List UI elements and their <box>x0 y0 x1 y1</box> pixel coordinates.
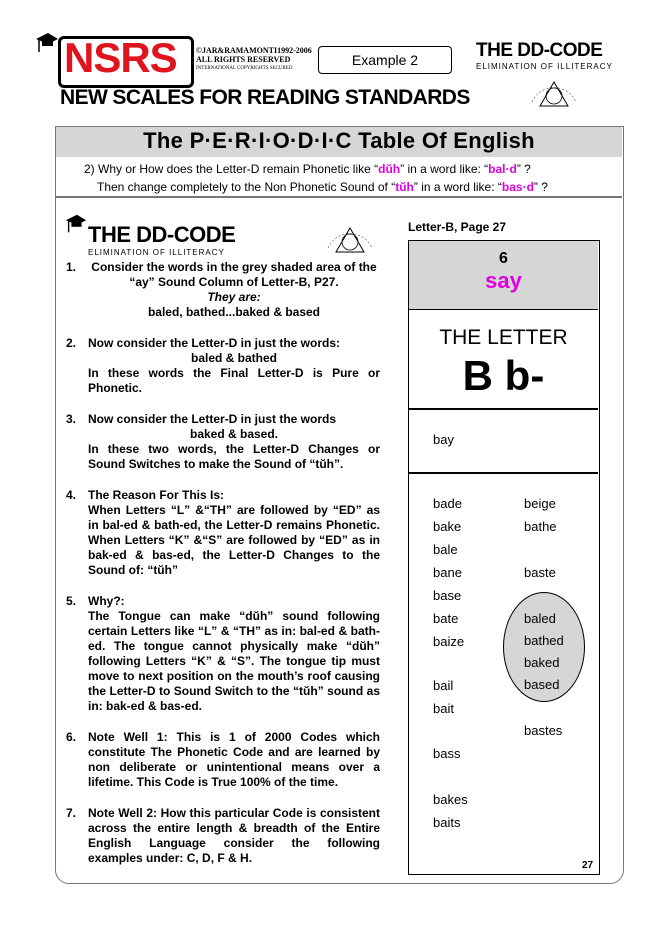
word-bait: bait <box>433 701 454 716</box>
word-bane: bane <box>433 565 462 580</box>
word-bathed: bathed <box>524 633 564 648</box>
item-number: 1. <box>66 260 77 274</box>
list-item <box>66 806 380 866</box>
item-text: The Tongue can make “dŭh” sound following certain Letters like “L” & “TH” as in: bal-ed & bath-ed. The tongue cannot physically make “dŭh” following Letters “K” & “S”. The tongue tip must move to next position on the mouth’s roof causing the Letter-D to Sound Switch to the “tŭh” sound as in: bak-ed & bas-ed. <box>88 609 380 713</box>
item-number: 4. <box>66 488 77 502</box>
list-item <box>66 336 380 396</box>
word-bastes: bastes <box>524 723 563 738</box>
item-text: In these words the Final Letter-D is Pure or Phonetic. <box>88 366 380 395</box>
q2-word: bas·d <box>501 180 534 194</box>
q1-end: ” ? <box>516 162 531 176</box>
word-baits: baits <box>433 815 461 830</box>
word-baize: baize <box>433 634 465 649</box>
word-bake: bake <box>433 519 462 534</box>
item-number: 3. <box>66 412 77 426</box>
q2-text: Then change completely to the Non Phonetic Sound of “ <box>97 180 396 194</box>
page-number: 27 <box>582 860 594 871</box>
item-text: When Letters “L” &“TH” are followed by “ED” as in bal-ed & bath-ed, the Letter-D remains Phonetic. When Letters “K” &“S” are followed by “ED” as in bak-ed & bas-ed, the Letter-D Changes to the Sound of: “tŭh” <box>88 503 380 577</box>
letter-display: B b- <box>462 352 545 399</box>
title-separator <box>56 196 622 198</box>
word-bakes: bakes <box>433 792 468 807</box>
graduation-cap-icon <box>34 30 60 56</box>
item-number: 6. <box>66 730 77 744</box>
rabeck-triangle-seal-icon <box>322 214 378 262</box>
list-item <box>66 488 380 578</box>
question-line-1 <box>84 160 531 178</box>
word-beige: beige <box>524 496 556 511</box>
item-text: baled & bathed <box>190 351 277 365</box>
column-number: 6 <box>499 250 508 267</box>
example-label: Example 2 <box>318 46 452 74</box>
copyright-notice <box>196 46 312 73</box>
word-baked: baked <box>524 655 560 670</box>
word-bail: bail <box>433 678 454 693</box>
item-text: In these two words, the Letter-D Changes or Sound Switches to make the Sound of “tŭh”. <box>88 442 380 471</box>
item-number: 7. <box>66 806 77 820</box>
brand-title: THE DD-CODE <box>476 40 603 61</box>
item-text: Why?: <box>88 594 125 608</box>
copyright-line-1: ©JAR&RAMAMONTI1992-2006 <box>196 46 312 55</box>
item-number: 5. <box>66 594 77 608</box>
item-text: Note Well 2: How this particular Code is consistent across the entire length & breadth of the Entire English Language consider the following examples under: C, D, F & H. <box>88 806 380 865</box>
word-based: based <box>524 677 560 692</box>
q1-word: bal·d <box>488 162 517 176</box>
left-brand-title: THE DD-CODE <box>88 222 236 247</box>
item-text: Now consider the Letter-D in just the words <box>88 412 337 426</box>
item-text: The Reason For This Is: <box>88 488 225 502</box>
item-text: Consider the words in the grey shaded area of the “ay” Sound Column of Letter-B, P27. <box>91 260 377 289</box>
divider <box>409 408 598 410</box>
column-sound: say <box>485 268 522 293</box>
main-title: NEW SCALES FOR READING STANDARDS <box>60 86 470 109</box>
item-text: baked & based. <box>189 427 279 441</box>
word-bale: bale <box>433 542 458 557</box>
word-bate: bate <box>433 611 459 626</box>
nsrs-logo: NSRS <box>64 34 177 81</box>
question-line-2 <box>97 178 548 196</box>
list-item <box>66 730 380 790</box>
divider <box>409 472 598 474</box>
q2-end: ” ? <box>533 180 548 194</box>
q2-sound: tŭh <box>395 180 414 194</box>
word-bathe: bathe <box>524 519 557 534</box>
item-number: 2. <box>66 336 77 350</box>
word-bass: bass <box>433 746 461 761</box>
item-text: Note Well 1: This is 1 of 2000 Codes which constitute The Phonetic Code and are learned by non deliberate or unintentional means over a lifetime. This Code is True 100% of the time. <box>88 730 380 789</box>
word-bay: bay <box>433 432 454 447</box>
right-column-label: Letter-B, Page 27 <box>408 220 507 234</box>
word-baled: baled <box>524 611 556 626</box>
copyright-line-2: ALL RIGHTS RESERVED <box>196 55 291 64</box>
rabeck-triangle-seal-icon <box>526 68 582 116</box>
word-bade: bade <box>433 496 462 511</box>
left-brand-subtitle: ELIMINATION OF ILLITERACY <box>88 248 225 257</box>
letter-heading: THE LETTER <box>439 326 568 349</box>
item-text: baled, bathed...baked & based <box>147 305 321 319</box>
q2-mid: ” in a word like: “ <box>413 180 502 194</box>
periodic-table-title: The P·E·R·I·O·D·I·C Table Of English <box>143 128 535 153</box>
numbered-list <box>66 260 380 882</box>
brand-header <box>476 40 613 71</box>
item-text: They are: <box>207 290 261 304</box>
copyright-line-3: INTERNATIONAL COPYRIGHTS SECURED <box>196 66 293 71</box>
brand-subtitle: ELIMINATION OF ILLITERACY <box>476 62 613 71</box>
left-brand <box>88 222 235 257</box>
list-item <box>66 260 380 320</box>
word-base: base <box>433 588 462 603</box>
list-item <box>66 594 380 714</box>
item-text: Now consider the Letter-D in just the words: <box>88 336 341 350</box>
word-baste: baste <box>524 565 556 580</box>
q1-text: 2) Why or How does the Letter-D remain Phonetic like “ <box>84 162 379 176</box>
list-item <box>66 412 380 472</box>
q1-sound: dŭh <box>378 162 401 176</box>
graduation-cap-icon <box>64 212 88 236</box>
q1-mid: ” in a word like: “ <box>400 162 489 176</box>
